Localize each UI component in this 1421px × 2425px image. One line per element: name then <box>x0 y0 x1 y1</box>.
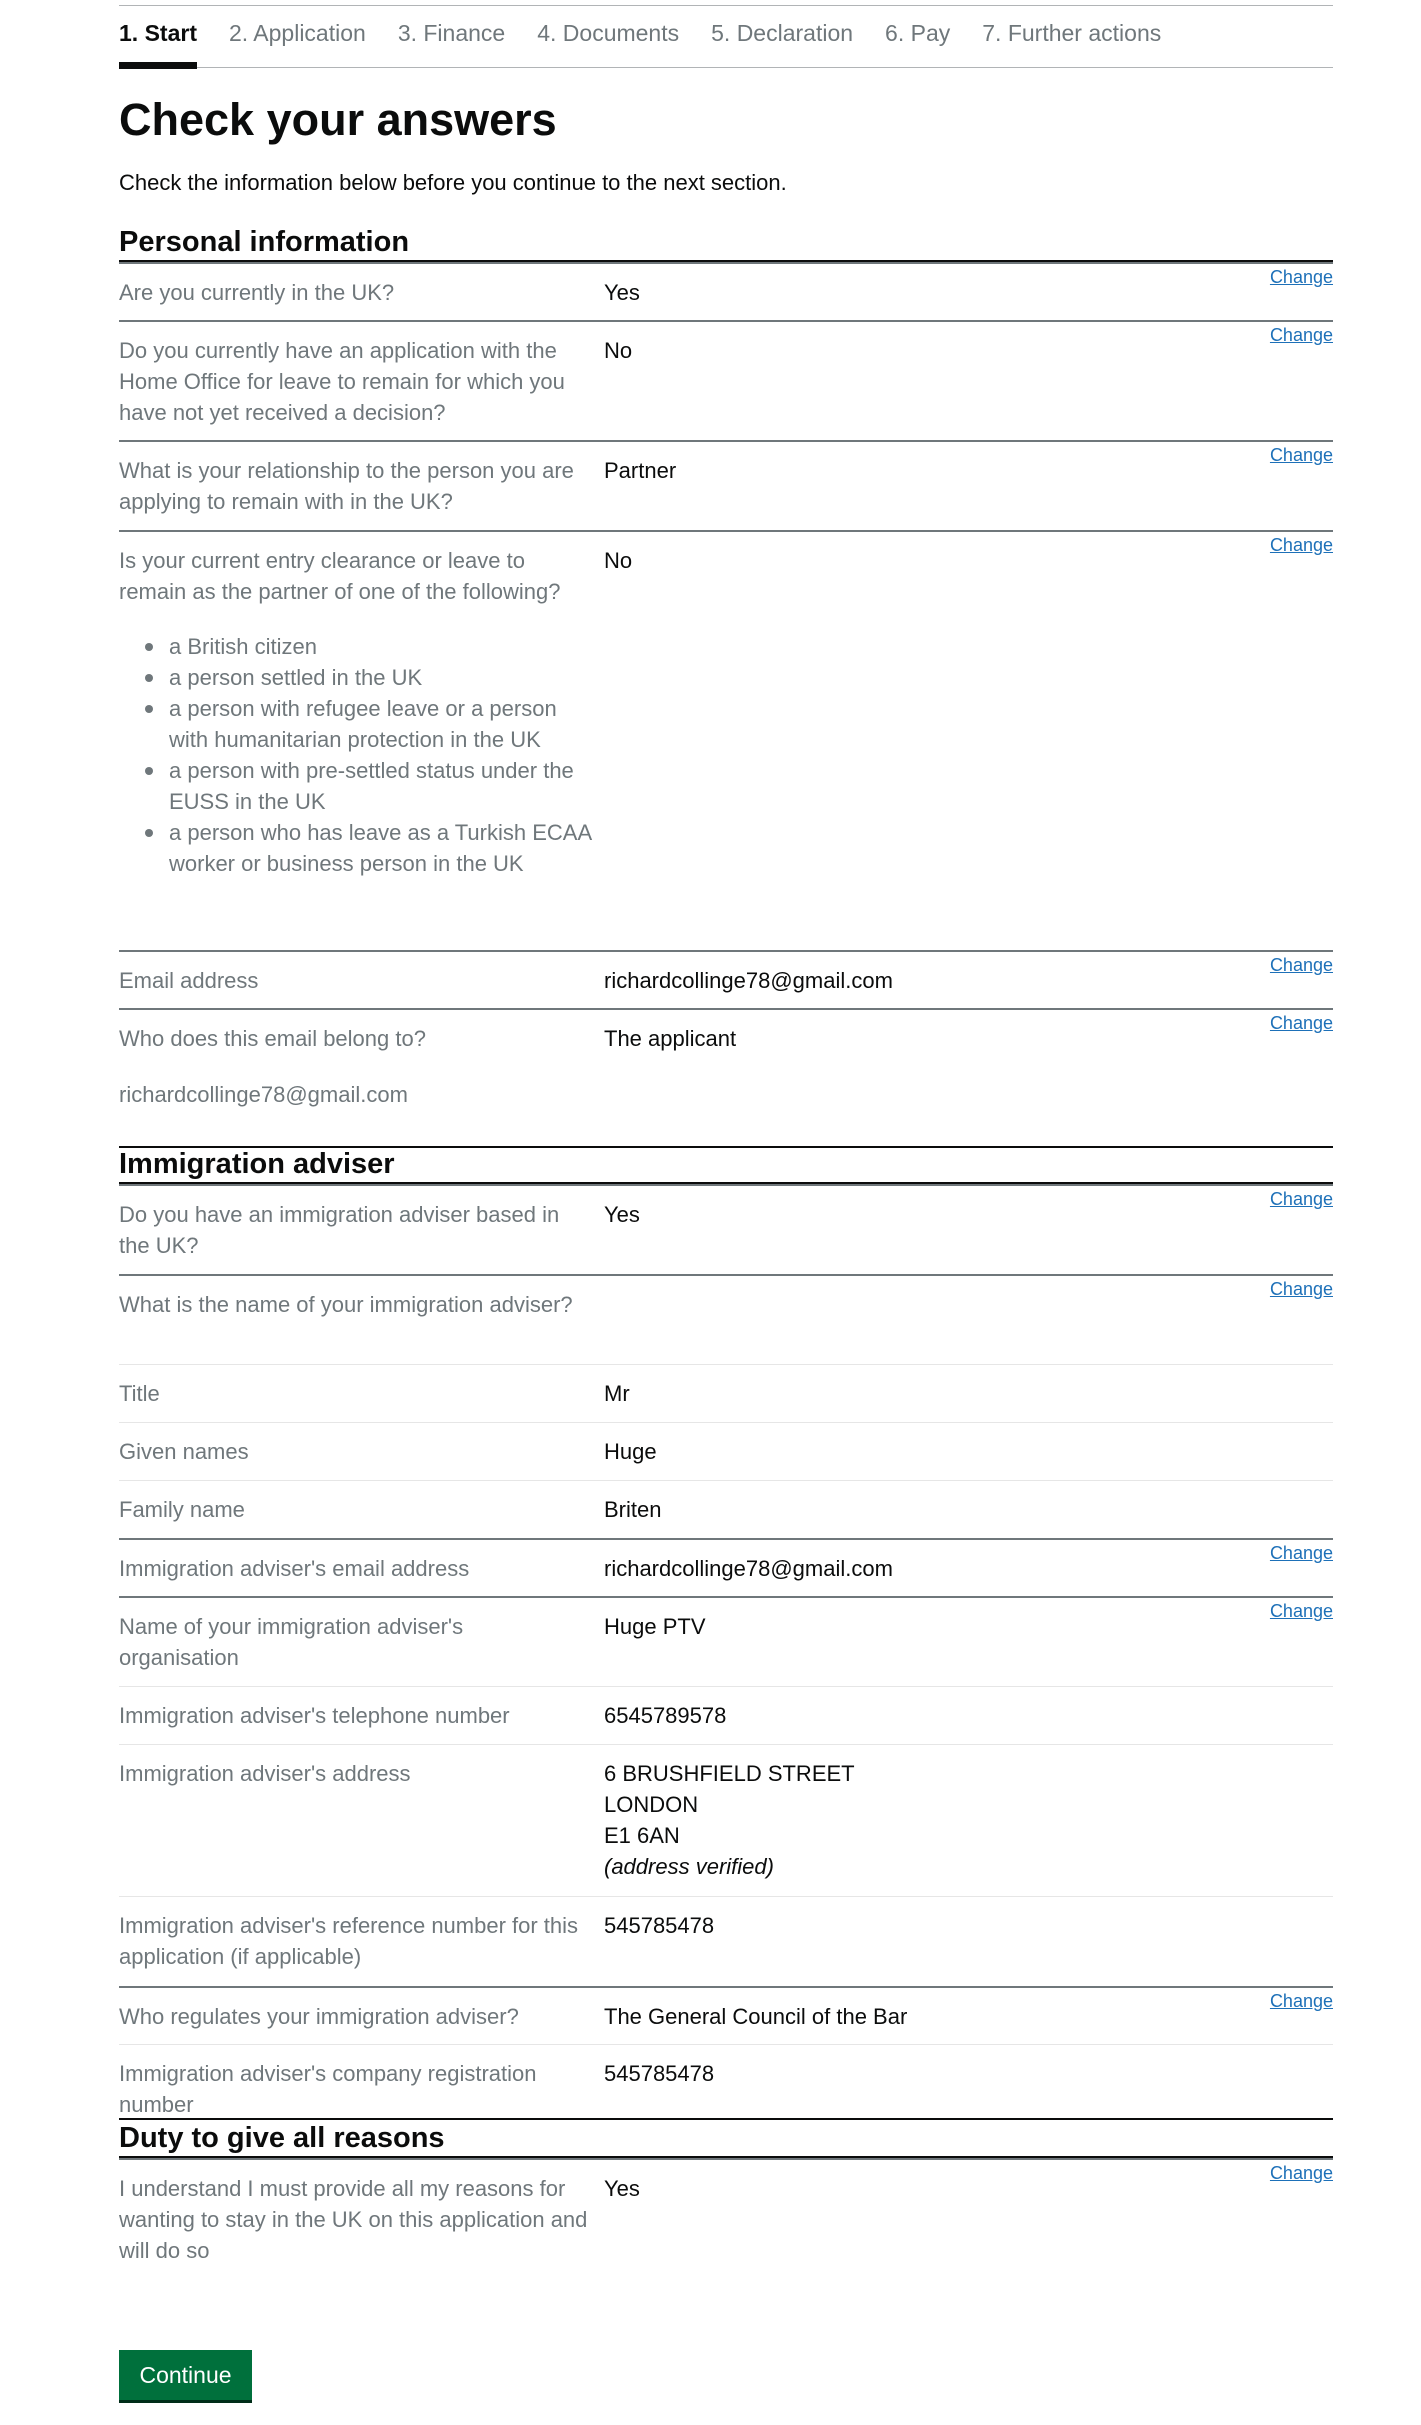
continue-button[interactable]: Continue <box>119 2350 252 2400</box>
step-declaration[interactable]: 5. Declaration <box>711 20 854 46</box>
row-key: Immigration adviser's address <box>119 1761 411 1786</box>
row-value: 545785478 <box>604 1913 715 1938</box>
row-email-owner <box>119 1008 1333 1146</box>
change-link[interactable]: Change <box>1269 1189 1333 1209</box>
row-family-name <box>119 1480 1333 1538</box>
row-value: Yes <box>604 2176 640 2201</box>
step-application[interactable]: 2. Application <box>228 20 366 46</box>
row-adviser-phone <box>119 1686 1333 1744</box>
row-key: Name of your immigration adviser's organisation <box>119 1614 464 1670</box>
row-value: Briten <box>604 1497 662 1522</box>
change-link[interactable]: Change <box>1269 1543 1333 1563</box>
row-key: Immigration adviser's email address <box>119 1556 470 1581</box>
change-link[interactable]: Change <box>1269 445 1333 465</box>
section-heading-personal: Personal information <box>119 224 1333 262</box>
partner-list <box>169 631 599 879</box>
row-key: What is the name of your immigration adviser? <box>119 1292 573 1317</box>
row-adviser-reference <box>119 1896 1333 1986</box>
row-key: Family name <box>119 1497 245 1522</box>
row-key: Title <box>119 1381 160 1406</box>
row-value: Yes <box>604 1202 640 1227</box>
row-email <box>119 950 1333 1008</box>
row-given-names <box>119 1422 1333 1480</box>
row-key: Who does this email belong to? <box>119 1026 426 1051</box>
row-adviser-email <box>119 1538 1333 1596</box>
row-value: Huge PTV <box>604 1614 706 1639</box>
row-key: Immigration adviser's company registration number <box>119 2061 537 2117</box>
change-link[interactable]: Change <box>1269 267 1333 287</box>
row-relationship <box>119 440 1333 530</box>
step-documents[interactable]: 4. Documents <box>537 20 680 46</box>
address-line: E1 6AN <box>604 1823 680 1848</box>
row-key: Given names <box>119 1439 249 1464</box>
row-duty <box>119 2158 1333 2288</box>
row-key: Is your current entry clearance or leave to remain as the partner of one of the following? <box>119 548 561 604</box>
list-item: a person who has leave as a Turkish ECAA worker or business person in the UK <box>169 817 599 879</box>
section-heading-duty: Duty to give all reasons <box>119 2120 1333 2158</box>
row-key: Are you currently in the UK? <box>119 280 395 305</box>
row-adviser-name <box>119 1274 1333 1364</box>
row-key: Do you currently have an application with the Home Office for leave to remain for which you have not yet received a decision? <box>119 338 565 425</box>
list-item: a person settled in the UK <box>169 662 599 693</box>
row-key: Do you have an immigration adviser based in the UK? <box>119 1202 560 1258</box>
list-item: a British citizen <box>169 631 599 662</box>
list-item: a person with refugee leave or a person with humanitarian protection in the UK <box>169 693 599 755</box>
step-further-actions[interactable]: 7. Further actions <box>982 20 1162 46</box>
row-key: What is your relationship to the person you are applying to remain with in the UK? <box>119 458 574 514</box>
row-adviser-address <box>119 1744 1333 1896</box>
row-in-uk <box>119 262 1333 320</box>
address-verified-note: (address verified) <box>604 1854 774 1879</box>
row-value: 6545789578 <box>604 1703 727 1728</box>
row-value: richardcollinge78@gmail.com <box>604 1556 893 1581</box>
row-adviser-organisation <box>119 1596 1333 1686</box>
row-value: Partner <box>604 458 677 483</box>
row-value: The applicant <box>604 1026 737 1051</box>
row-key: I understand I must provide all my reasons for wanting to stay in the UK on this application and will do so <box>119 2176 588 2263</box>
row-key: Who regulates your immigration adviser? <box>119 2004 519 2029</box>
row-partner-status <box>119 530 1333 950</box>
row-adviser-company-number <box>119 2044 1333 2118</box>
change-link[interactable]: Change <box>1269 325 1333 345</box>
change-link[interactable]: Change <box>1269 1601 1333 1621</box>
change-link[interactable]: Change <box>1269 535 1333 555</box>
change-link[interactable]: Change <box>1269 955 1333 975</box>
lead-text: Check the information below before you continue to the next section. <box>119 170 787 195</box>
row-pending-application <box>119 320 1333 440</box>
row-value: No <box>604 548 633 573</box>
section-heading-adviser: Immigration adviser <box>119 1146 1333 1184</box>
top-divider <box>119 5 1333 6</box>
change-link[interactable]: Change <box>1269 1279 1333 1299</box>
address-line: LONDON <box>604 1792 699 1817</box>
row-key: Immigration adviser's telephone number <box>119 1703 510 1728</box>
step-start[interactable]: 1. Start <box>119 18 197 68</box>
row-title <box>119 1364 1333 1422</box>
change-link[interactable]: Change <box>1269 2163 1333 2183</box>
list-item: a person with pre-settled status under the EUSS in the UK <box>169 755 599 817</box>
row-value-address <box>604 1758 1104 1882</box>
row-value: Yes <box>604 280 640 305</box>
change-link[interactable]: Change <box>1269 1991 1333 2011</box>
progress-steps <box>119 18 1333 68</box>
address-line: 6 BRUSHFIELD STREET <box>604 1761 855 1786</box>
row-value: Huge <box>604 1439 657 1464</box>
page-title: Check your answers <box>119 94 557 145</box>
row-value: No <box>604 338 633 363</box>
step-finance[interactable]: 3. Finance <box>397 20 506 46</box>
row-adviser-regulator <box>119 1986 1333 2044</box>
row-value: The General Council of the Bar <box>604 2004 908 2029</box>
row-key: Immigration adviser's reference number for this application (if applicable) <box>119 1913 579 1969</box>
row-value: richardcollinge78@gmail.com <box>604 968 893 993</box>
change-link[interactable]: Change <box>1269 1013 1333 1033</box>
row-value: Mr <box>604 1381 630 1406</box>
step-pay[interactable]: 6. Pay <box>885 20 951 46</box>
row-key-email: richardcollinge78@gmail.com <box>119 1082 408 1107</box>
row-key: Email address <box>119 968 259 993</box>
row-has-adviser <box>119 1184 1333 1274</box>
row-value: 545785478 <box>604 2061 715 2086</box>
